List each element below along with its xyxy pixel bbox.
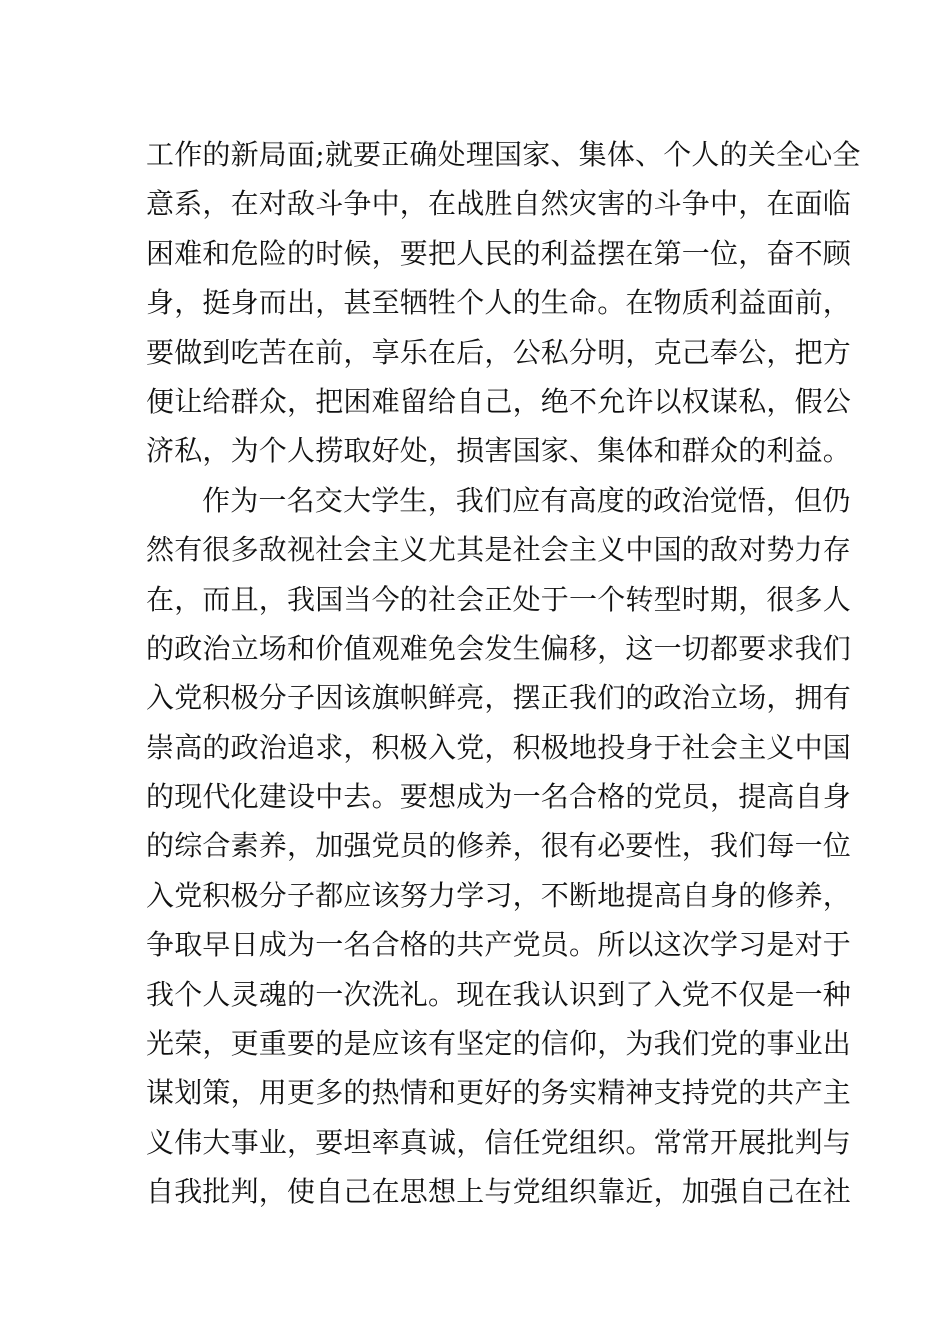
text-line: 义伟大事业，要坦率真诚，信任党组织。常常开展批判与 <box>146 1125 852 1159</box>
text-line: 要做到吃苦在前，享乐在后，公私分明，克己奉公，把方 <box>146 335 852 369</box>
text-line: 工作的新局面;就要正确处理国家、集体、个人的关全心全 <box>146 138 861 171</box>
body-text <box>146 130 861 1217</box>
text-line: 意系，在对敌斗争中，在战胜自然灾害的斗争中，在面临 <box>146 187 852 221</box>
text-line: 的综合素养，加强党员的修养，很有必要性，我们每一位 <box>146 829 852 863</box>
text-line: 的现代化建设中去。要想成为一名合格的党员，提高自身 <box>146 780 852 814</box>
text-line: 在，而且，我国当今的社会正处于一个转型时期，很多人 <box>146 582 852 616</box>
text-line: 身，挺身而出，甚至牺牲个人的生命。在物质利益面前， <box>146 286 852 320</box>
text-line: 然有很多敌视社会主义尤其是社会主义中国的敌对势力存 <box>146 533 852 567</box>
text-line: 便让给群众，把困难留给自己，绝不允许以权谋私，假公 <box>146 384 852 418</box>
text-line: 困难和危险的时候，要把人民的利益摆在第一位，奋不顾 <box>146 236 852 270</box>
text-line: 争取早日成为一名合格的共产党员。所以这次学习是对于 <box>146 928 852 962</box>
text-line: 崇高的政治追求，积极入党，积极地投身于社会主义中国 <box>146 730 852 764</box>
paragraph-first-line: 作为一名交大学生，我们应有高度的政治觉悟，但仍 <box>202 483 851 517</box>
text-line: 入党积极分子因该旗帜鲜亮，摆正我们的政治立场，拥有 <box>146 681 852 715</box>
text-line: 光荣，更重要的是应该有坚定的信仰，为我们党的事业出 <box>146 1027 852 1061</box>
text-line: 我个人灵魂的一次洗礼。现在我认识到了入党不仅是一种 <box>146 977 852 1011</box>
text-line: 济私，为个人捞取好处，损害国家、集体和群众的利益。 <box>146 434 852 468</box>
text-line: 的政治立场和价值观难免会发生偏移，这一切都要求我们 <box>146 631 852 665</box>
text-line: 入党积极分子都应该努力学习，不断地提高自身的修养， <box>146 878 852 912</box>
text-line: 自我批判，使自己在思想上与党组织靠近，加强自己在社 <box>146 1175 852 1209</box>
text-line: 谋划策，用更多的热情和更好的务实精神支持党的共产主 <box>146 1076 852 1110</box>
